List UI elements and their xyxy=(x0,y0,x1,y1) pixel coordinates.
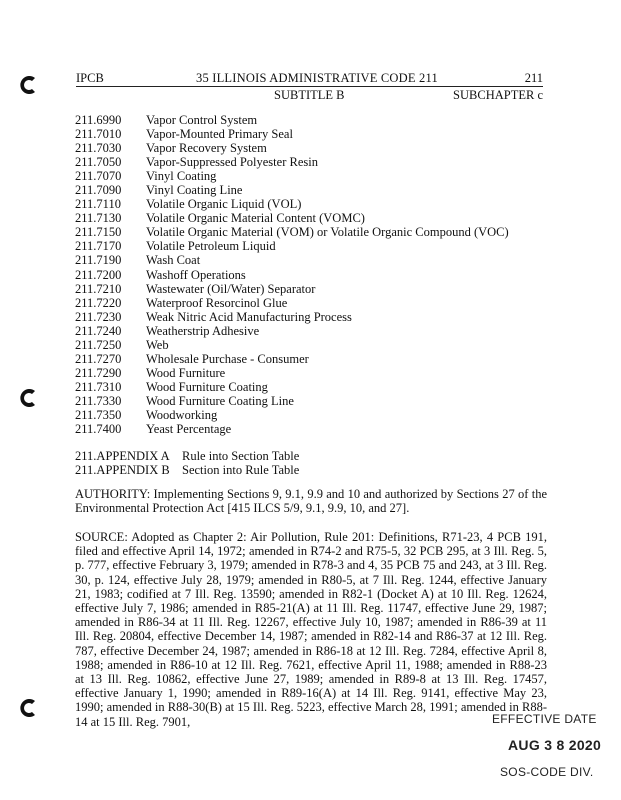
section-title: Wood Furniture Coating Line xyxy=(146,393,294,408)
section-number: 211.7230 xyxy=(75,309,122,324)
section-entry xyxy=(75,296,555,310)
section-title: Wastewater (Oil/Water) Separator xyxy=(146,281,316,296)
appendix-number: 211.APPENDIX A xyxy=(75,449,170,463)
section-number: 211.7110 xyxy=(75,197,121,212)
section-title: Web xyxy=(146,337,169,352)
section-number: 211.7350 xyxy=(75,407,122,422)
section-number: 211.7290 xyxy=(75,365,122,380)
running-header xyxy=(76,71,543,87)
section-entry xyxy=(75,394,555,408)
sos-code-division-stamp: SOS-CODE DIV. xyxy=(500,765,594,779)
section-number: 211.7150 xyxy=(75,225,122,240)
section-number: 211.7220 xyxy=(75,295,122,310)
running-subheader xyxy=(76,88,543,104)
section-entry xyxy=(75,183,555,197)
header-agency: IPCB xyxy=(76,71,104,85)
header-rule xyxy=(76,86,543,87)
section-entry xyxy=(75,155,555,169)
appendix-title: Rule into Section Table xyxy=(182,449,300,463)
section-number: 211.7270 xyxy=(75,351,122,366)
section-number: 211.7240 xyxy=(75,323,122,338)
section-title: Wholesale Purchase - Consumer xyxy=(146,351,309,366)
section-number: 211.7030 xyxy=(75,141,122,156)
appendix-number: 211.APPENDIX B xyxy=(75,463,170,477)
header-subchapter: SUBCHAPTER c xyxy=(453,88,543,102)
section-entry xyxy=(75,197,555,211)
source-note: SOURCE: Adopted as Chapter 2: Air Pollution, Rule 201: Definitions, R71-23, 4 PCB 191, filed and effective April 14, 1972; amended in R74-2 and R75-5, 32 PCB 295, at 3 Ill. Reg. 5, p. 777, effective February 3, 1979; amended in R78-3 and 4, 35 PCB 75 and 243, at 3 Ill. Reg. 30, p. 124, effective July 28, 1979; amended in R80-5, at 7 Ill. Reg. 1244, effective January 21, 1983; codified at 7 Ill. Reg. 13590; amended in R82-1 (Docket A) at 10 Ill. Reg. 12624, effective July 7, 1986; amended in R85-21(A) at 11 Ill. Reg. 11747, effective June 29, 1987; amended in R86-34 at 11 Ill. Reg. 12267, effective July 10, 1987; amended in R86-39 at 11 Ill. Reg. 20804, effective December 14, 1987; amended in R82-14 and R86-37 at 12 Ill. Reg. 787, effective December 24, 1987; amended in R86-18 at 12 Ill. Reg. 7284, effective April 8, 1988; amended in R86-10 at 12 Ill. Reg. 7621, effective April 11, 1988; amended in R88-23 at 13 Ill. Reg. 10862, effective June 27, 1989; amended in R89-8 at 13 Ill. Reg. 17457, effective January 1, 1990; amended in R89-16(A) at 14 Ill. Reg. 9141, effective May 23, 1990; amended in R88-30(B) at 15 Ill. Reg. 5223, effective March 28, 1991; amended in R88-14 at 15 Ill. Reg. 7901, xyxy=(75,530,547,729)
header-subtitle: SUBTITLE B xyxy=(274,88,345,102)
section-title: Wood Furniture Coating xyxy=(146,379,268,394)
section-entry xyxy=(75,324,555,338)
section-number: 211.7310 xyxy=(75,379,122,394)
section-entry xyxy=(75,127,555,141)
header-code-title: 35 ILLINOIS ADMINISTRATIVE CODE 211 xyxy=(196,71,438,85)
section-number: 211.7050 xyxy=(75,155,122,170)
section-entry xyxy=(75,141,555,155)
section-entry xyxy=(75,380,555,394)
section-number: 211.7170 xyxy=(75,239,122,254)
section-title: Vapor-Mounted Primary Seal xyxy=(146,127,293,142)
section-entry xyxy=(75,239,555,253)
section-number: 211.7010 xyxy=(75,127,122,142)
binder-hole-icon xyxy=(18,74,40,96)
section-title: Volatile Organic Material (VOM) or Volatile Organic Compound (VOC) xyxy=(146,225,509,240)
section-title: Volatile Organic Material Content (VOMC) xyxy=(146,211,365,226)
section-number: 211.7070 xyxy=(75,169,122,184)
binder-hole-icon xyxy=(18,387,40,409)
section-list xyxy=(75,113,555,436)
appendix-entry xyxy=(75,449,375,463)
section-title: Woodworking xyxy=(146,407,218,422)
section-number: 211.7090 xyxy=(75,183,122,198)
section-entry xyxy=(75,211,555,225)
section-number: 211.7200 xyxy=(75,267,122,282)
appendix-entry xyxy=(75,463,375,477)
section-entry xyxy=(75,338,555,352)
section-title: Weatherstrip Adhesive xyxy=(146,323,260,338)
section-number: 211.6990 xyxy=(75,113,122,127)
section-entry xyxy=(75,282,555,296)
appendix-title: Section into Rule Table xyxy=(182,463,300,477)
section-title: Vapor Control System xyxy=(146,113,258,127)
section-number: 211.7130 xyxy=(75,211,122,226)
section-title: Volatile Petroleum Liquid xyxy=(146,239,276,254)
authority-note: AUTHORITY: Implementing Sections 9, 9.1, 9.9 and 10 and authorized by Sections 27 of the Environmental Protection Act [415 ILCS 5/9, 9.1, 9.9, 10, and 27]. xyxy=(75,487,547,516)
section-title: Wash Coat xyxy=(146,253,201,268)
section-entry xyxy=(75,310,555,324)
header-part: 211 xyxy=(524,71,543,85)
section-entry xyxy=(75,408,555,422)
effective-date-label: EFFECTIVE DATE xyxy=(492,712,597,726)
section-title: Waterproof Resorcinol Glue xyxy=(146,295,288,310)
section-entry xyxy=(75,169,555,183)
section-entry xyxy=(75,366,555,380)
section-title: Wood Furniture xyxy=(146,365,226,380)
appendix-list xyxy=(75,449,375,477)
section-entry xyxy=(75,422,555,436)
section-title: Washoff Operations xyxy=(146,267,246,282)
section-number: 211.7330 xyxy=(75,393,122,408)
section-title: Vinyl Coating Line xyxy=(146,183,243,198)
section-entry xyxy=(75,113,555,127)
section-number: 211.7190 xyxy=(75,253,122,268)
section-title: Vapor-Suppressed Polyester Resin xyxy=(146,155,318,170)
section-title: Volatile Organic Liquid (VOL) xyxy=(146,197,302,212)
section-number: 211.7250 xyxy=(75,337,122,352)
binder-hole-icon xyxy=(18,697,40,719)
section-title: Weak Nitric Acid Manufacturing Process xyxy=(146,309,352,324)
section-title: Vinyl Coating xyxy=(146,169,217,184)
section-title: Yeast Percentage xyxy=(146,422,232,437)
section-title: Vapor Recovery System xyxy=(146,141,267,156)
effective-date-stamp: AUG 3 8 2020 xyxy=(508,737,602,753)
section-number: 211.7210 xyxy=(75,281,122,296)
section-entry xyxy=(75,225,555,239)
section-entry xyxy=(75,352,555,366)
section-number: 211.7400 xyxy=(75,422,122,437)
section-entry xyxy=(75,253,555,267)
section-entry xyxy=(75,268,555,282)
